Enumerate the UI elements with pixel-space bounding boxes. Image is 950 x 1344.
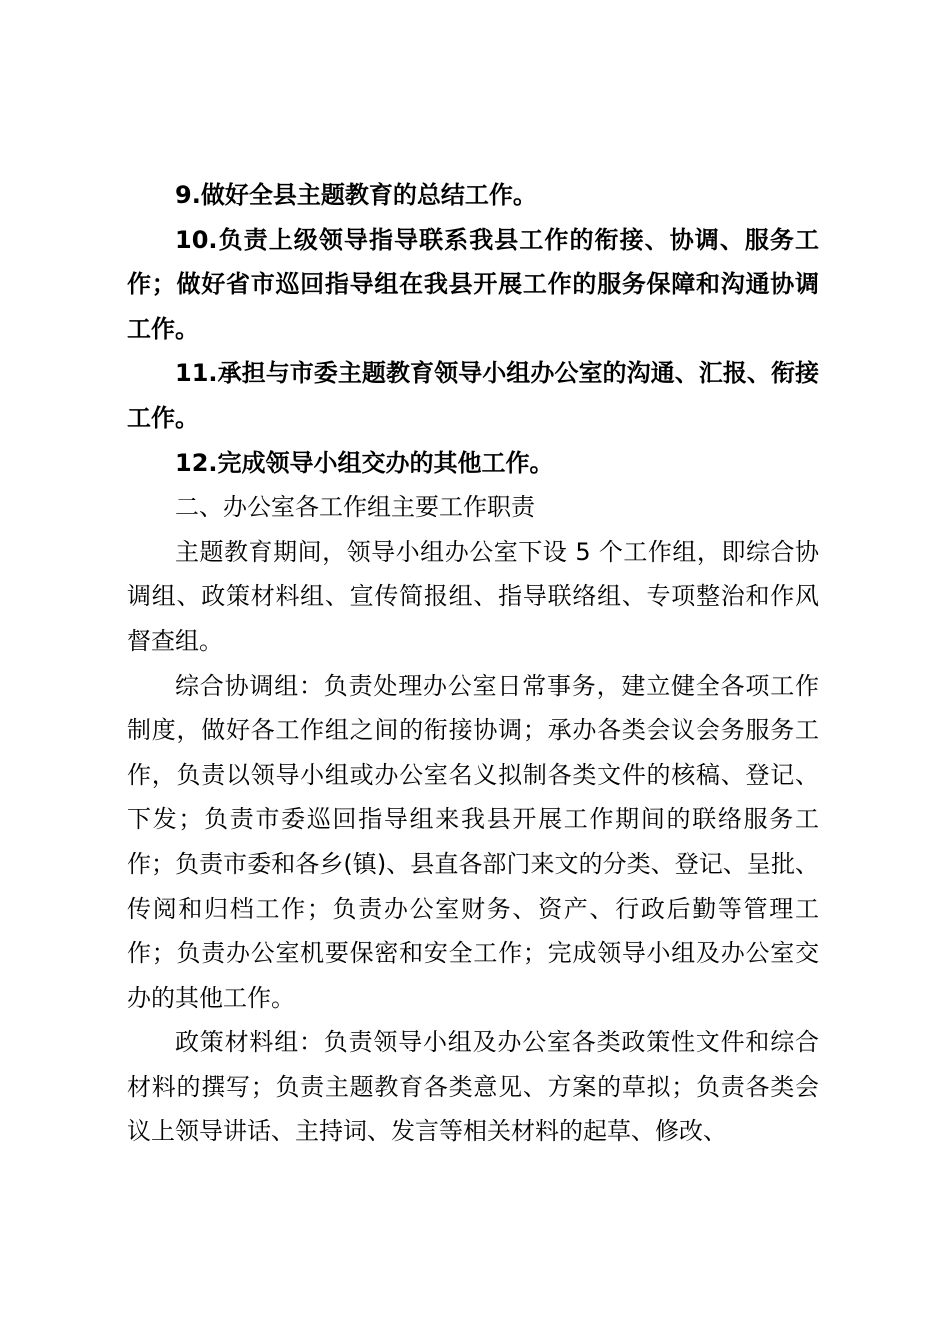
item-9-paragraph: 9.做好全县主题教育的总结工作。 [175, 181, 537, 209]
coordination-group-paragraph: 综合协调组：负责处理办公室日常事务，建立健全各项工作制度，做好各工作组之间的衔接协调；承办各类会议会务服务工作，负责以领导小组或办公室名义拟制各类文件的核稿、登记、下发；负责市委巡回指导组来我县开展工作期间的联络服务工作；负责市委和各乡(镇)、县直各部门来文的分类、登记、呈批、传阅和归档工作；负责办公室财务、资产、行政后勤等管理工作；负责办公室机要保密和安全工作；完成领导小组及办公室交办的其他工作。 [127, 671, 819, 1012]
item-10-paragraph: 10.负责上级领导指导联系我县工作的衔接、协调、服务工作；做好省市巡回指导组在我县开展工作的服务保障和沟通协调工作。 [127, 225, 819, 343]
item-11-paragraph: 11.承担与市委主题教育领导小组办公室的沟通、汇报、衔接工作。 [127, 359, 819, 432]
policy-materials-group-paragraph: 政策材料组：负责领导小组及办公室各类政策性文件和综合材料的撰写；负责主题教育各类意见、方案的草拟；负责各类会议上领导讲话、主持词、发言等相关材料的起草、修改、 [127, 1028, 819, 1146]
section-heading: 二、办公室各工作组主要工作职责 [175, 493, 535, 522]
item-12-paragraph: 12.完成领导小组交办的其他工作。 [175, 448, 554, 477]
intro-paragraph: 主题教育期间，领导小组办公室下设 5 个工作组，即综合协调组、政策材料组、宣传简报组、指导联络组、专项整治和作风督查组。 [127, 537, 819, 655]
document-body [127, 173, 819, 1154]
